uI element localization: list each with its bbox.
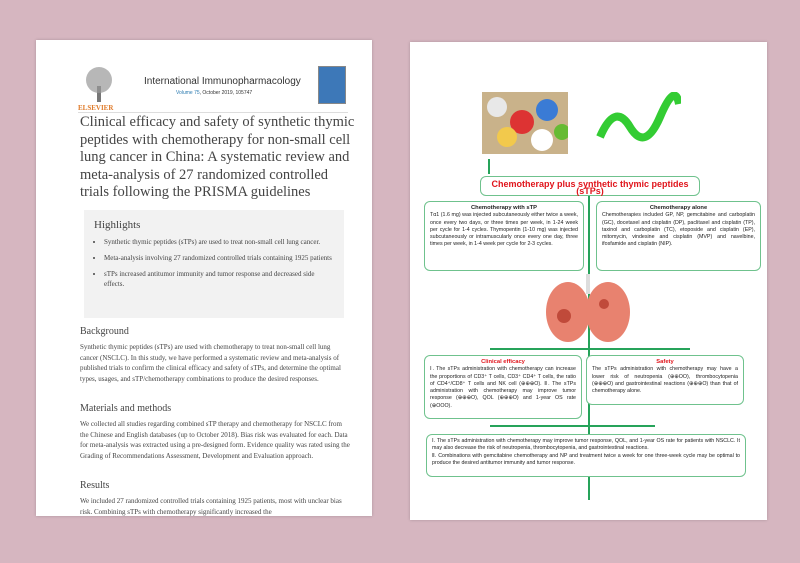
peptide-structure-image	[595, 92, 681, 154]
main-title-box	[480, 176, 700, 196]
section-text: We included 27 randomized controlled trials containing 1925 patients, most with unclear bias risk. Combining sTPs with chemotherapy significantly increased the	[80, 497, 342, 516]
publisher-logo-text: ELSEVIER	[78, 104, 114, 112]
box-heading: Chemotherapy with sTP	[470, 205, 538, 211]
lungs-illustration	[542, 274, 634, 344]
highlight-item: • Meta-analysis involving 27 randomized controlled trials containing 1925 patients	[104, 253, 334, 263]
divider	[78, 112, 348, 113]
safety-box	[586, 355, 744, 405]
results-section	[80, 480, 350, 516]
conclusion-item: Ⅱ. Combinations with gemcitabine chemotherapy and NP and treatment twice a week for one three-week cycle may be optimal to produce the desired antitumor immunity and tumor response.	[432, 452, 740, 466]
box-heading: Chemotherapy alone	[649, 205, 708, 211]
volume-info: Volume 75, October 2019, 105747	[176, 90, 253, 96]
highlights-heading: Highlights	[94, 219, 141, 231]
journal-cover-thumbnail[interactable]	[318, 66, 346, 104]
volume-link[interactable]: Volume 75	[176, 90, 200, 96]
connector-line	[490, 425, 655, 427]
background-section	[80, 326, 350, 384]
box-text: Tα1 (1.6 mg) was injected subcutaneously either twice a week, once every two days, or three times per week, in 1-24 week per cycle for 1-4 cycles. Thymopentin (1-10 mg) was injected subcutaneously or intramuscularly once every one day, three times per week, in 1-4 week per cycle for 2-3 cycles.	[430, 212, 578, 248]
methods-section	[80, 403, 350, 461]
chemo-with-stp-box	[424, 201, 584, 271]
elsevier-tree-logo	[80, 66, 118, 104]
clinical-efficacy-box	[424, 355, 582, 419]
connector-line	[490, 348, 690, 350]
section-heading: Materials and methods	[80, 403, 172, 414]
section-text: We collected all studies regarding combined sTP therapy and chemotherapy for NSCLC from the Chinese and English databases (up to October 2018). Bias risk was evaluated for each. Data for meta-analysis was extracted using a pre-designed form. Evidence quality was rated using the Grading of Recommendations Assessment, Development and Evaluation approach.	[80, 420, 350, 460]
highlights-box	[84, 210, 344, 318]
box-text: The sTPs administration with chemotherapy may have a lower risk of neutropenia (⊕⊕OO), thrombocytopenia (⊕⊕⊕O) and gastrointestinal reactions (⊕⊕⊕O) than that of chemotherapy alone.	[592, 366, 738, 395]
article-page	[36, 40, 372, 516]
box-heading: Safety	[656, 359, 674, 365]
box-text: Chemotherapies included GP, NP, gemcitabine and carboplatin (GC), docetaxel and cisplatin (DP), paclitaxel and cisplatin (TP), taxinol and carboplatin (TC), etoposide and cisplatin (EP), mitomycin, vindesine and cisplatin (MVP) and navelbine, ifosfamide and cisplatin (NIP).	[602, 212, 755, 248]
section-heading: Results	[80, 480, 110, 491]
section-text: Synthetic thymic peptides (sTPs) are used with chemotherapy to treat non-small cell lung cancer (NSCLC). In this study, we have performed a systematic review and meta-analysis of published trials to confirm the clinical efficacy and safety of sTPs, and determine the optimal types, usages, and sTP/chemotherapy combinations to produce the desired responses.	[80, 343, 341, 383]
highlight-item: • Synthetic thymic peptides (sTPs) are used to treat non-small cell lung cancer.	[104, 237, 334, 247]
box-text: Ⅰ. The sTPs administration with chemotherapy can increase the proportions of CD3⁺ T cells, CD3⁺ CD4⁺ T cells, the ratio of CD4⁺/CD8⁺ T cells and NK cell (⊕⊕⊕O). Ⅱ. The sTPs administration with chemotherapy may improve tumor response (⊕⊕⊕O), QOL (⊕⊕⊕O) and 1-year OS rate (⊕OOO).	[430, 366, 576, 409]
pills-image	[482, 92, 568, 154]
journal-name[interactable]: International Immunopharmacology	[144, 76, 301, 87]
conclusion-item: Ⅰ. The sTPs administration with chemotherapy may improve tumor response, QOL, and 1-year OS rate for patients with NSCLC. It may also decrease the risk of neutropenia, thrombocytopenia, and gastrointestinal reactions.	[432, 438, 740, 452]
conclusion-box	[426, 434, 746, 477]
chemo-alone-box	[596, 201, 761, 271]
section-heading: Background	[80, 326, 129, 337]
box-heading: Clinical efficacy	[481, 359, 525, 365]
connector-line	[488, 159, 490, 174]
graphical-abstract-page	[410, 42, 767, 520]
main-title: Chemotherapy plus synthetic thymic peptides (sTPs)	[491, 179, 689, 197]
article-title: Clinical efficacy and safety of synthetic thymic peptides with chemotherapy for non-small cell lung cancer in China: A systematic review and meta-analysis of 27 randomized controlled trials following the PRISMA guidelines	[80, 114, 355, 200]
highlight-item: • sTPs increased antitumor immunity and tumor response and decreased side effects.	[104, 269, 334, 289]
